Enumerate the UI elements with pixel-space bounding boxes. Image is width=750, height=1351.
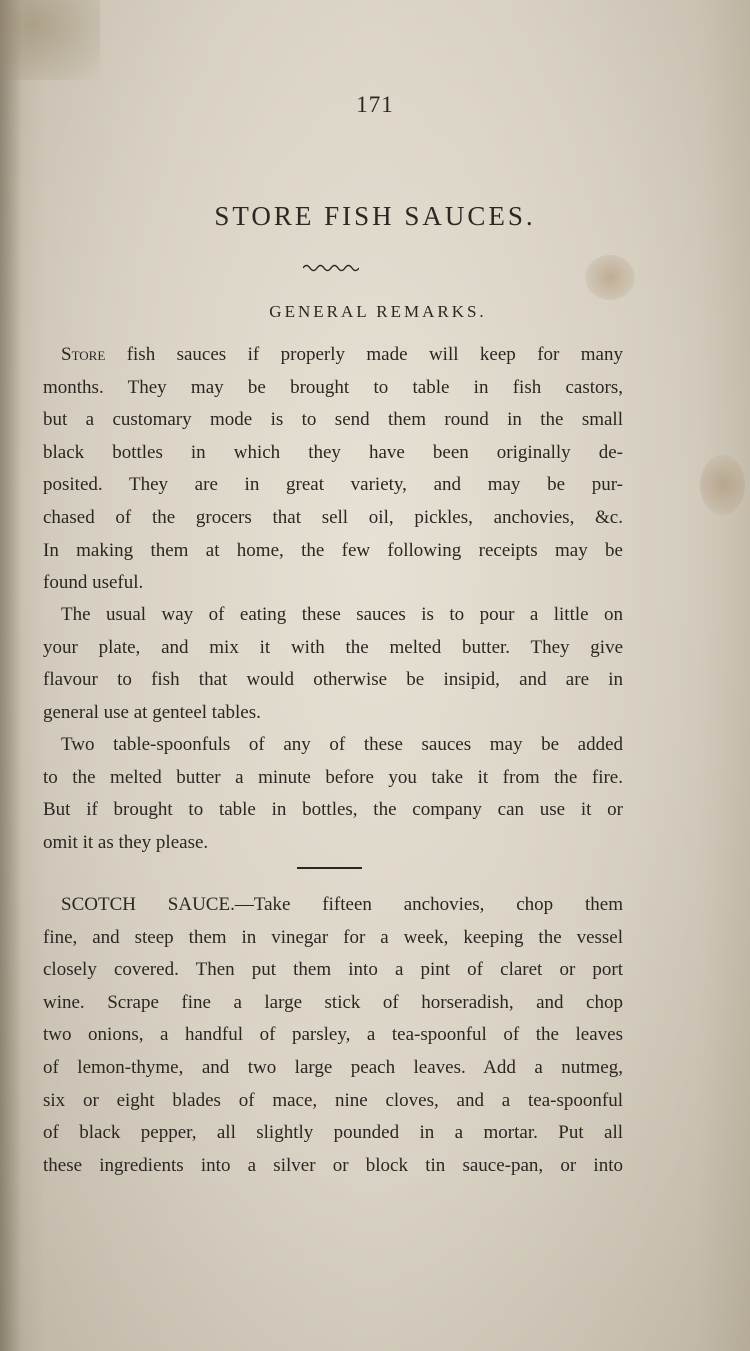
section-divider: [297, 867, 362, 869]
text-line: closely covered. Then put them into a pint of claret or port: [43, 959, 623, 981]
paragraph-general-remarks: [43, 339, 623, 600]
text-line: your plate, and mix it with the melted butter. They give: [43, 636, 623, 658]
text-line: wine. Scrape fine a large stick of horseradish, and chop: [43, 991, 623, 1013]
text-line: chased of the grocers that sell oil, pickles, anchovies, &c.: [43, 506, 623, 528]
section-heading: GENERAL REMARKS.: [269, 302, 487, 321]
text-line: omit it as they please.: [43, 831, 209, 853]
text-line: two onions, a handful of parsley, a tea-spoonful of the leaves: [43, 1024, 623, 1046]
text-line: fine, and steep them in vinegar for a week, keeping the vessel: [43, 926, 623, 948]
page-title: STORE FISH SAUCES.: [214, 201, 536, 231]
text-line: Store fish sauces if properly made will keep for many: [61, 344, 623, 365]
ornament-squiggle: [303, 263, 359, 273]
paragraph-melted-butter: [43, 729, 623, 859]
text-line: found useful.: [43, 572, 144, 594]
text-line: but a customary mode is to send them round in the small: [43, 409, 623, 431]
foxing-spot: [700, 455, 745, 515]
text-line: months. They may be brought to table in fish castors,: [43, 376, 623, 398]
recipe-heading: SCOTCH SAUCE.: [61, 894, 235, 915]
text-line: The usual way of eating these sauces is to pour a little on: [61, 604, 623, 625]
text-line: In making them at home, the few following receipts may be: [43, 539, 623, 561]
text-line: flavour to fish that would otherwise be insipid, and are in: [43, 669, 623, 691]
text-line: general use at genteel tables.: [43, 701, 261, 723]
text-line: to the melted butter a minute before you take it from the fire.: [43, 766, 623, 788]
corner-stain: [0, 0, 100, 80]
text-line: SCOTCH SAUCE.—Take fifteen anchovies, chop them: [61, 894, 623, 915]
paragraph-eating-sauces: [43, 599, 623, 729]
text-line: of black pepper, all slightly pounded in a mortar. Put all: [43, 1122, 623, 1144]
recipe-scotch-sauce: [43, 889, 623, 1182]
text-line: these ingredients into a silver or block tin sauce-pan, or into: [43, 1154, 623, 1176]
text-line: posited. They are in great variety, and may be pur-: [43, 474, 623, 496]
text-line: of lemon-thyme, and two large peach leaves. Add a nutmeg,: [43, 1056, 623, 1078]
text-line: six or eight blades of mace, nine cloves, and a tea-spoonful: [43, 1089, 623, 1111]
text-line: black bottles in which they have been originally de-: [43, 441, 623, 463]
text-line: Two table-spoonfuls of any of these sauces may be added: [61, 734, 623, 755]
foxing-spot: [585, 255, 635, 300]
text-line: But if brought to table in bottles, the company can use it or: [43, 799, 623, 821]
page-number: 171: [356, 92, 394, 117]
lead-word: Store: [61, 344, 106, 365]
